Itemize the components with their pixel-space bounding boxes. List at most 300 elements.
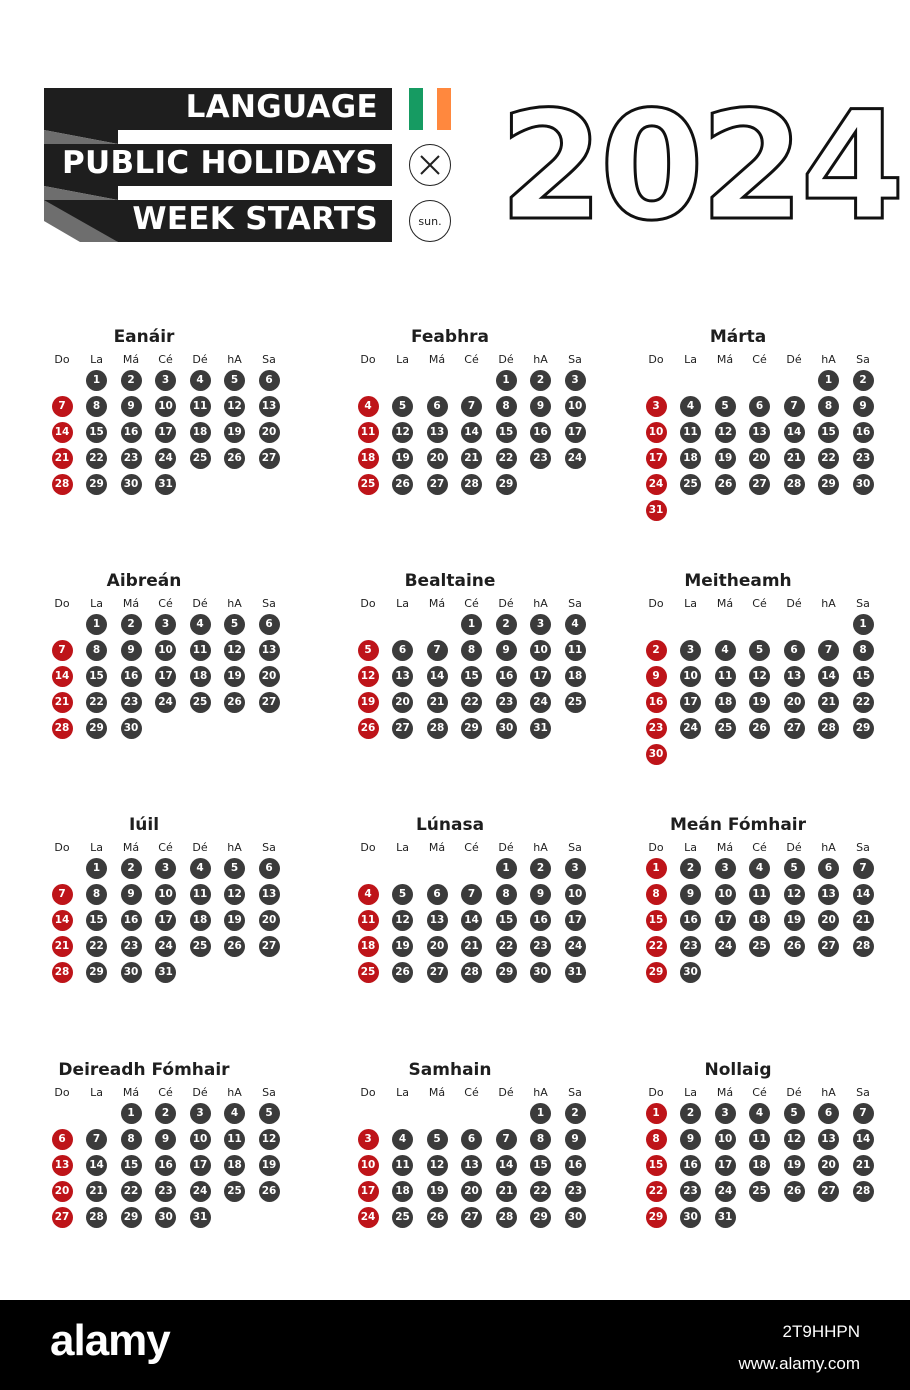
sunday-day-cell: 7: [52, 396, 73, 417]
day-cell: 23: [530, 936, 551, 957]
day-cell: 19: [715, 448, 736, 469]
day-cell: 24: [565, 936, 586, 957]
day-cell: 24: [155, 936, 176, 957]
month-title: Aibreán: [106, 571, 182, 591]
day-cell: 25: [392, 1207, 413, 1228]
weekday-label: hA: [821, 353, 836, 366]
day-cell: 21: [461, 936, 482, 957]
sunday-day-cell: 23: [646, 718, 667, 739]
day-cell: 28: [86, 1207, 107, 1228]
day-cell: 19: [224, 422, 245, 443]
day-cell: 16: [121, 910, 142, 931]
day-cell: 22: [86, 448, 107, 469]
weekday-label: Sa: [568, 597, 582, 610]
day-cell: 30: [121, 962, 142, 983]
weekday-label: Má: [716, 597, 734, 610]
day-cell: 29: [496, 962, 517, 983]
weekday-label: Dé: [192, 597, 208, 610]
sunday-day-cell: 22: [646, 936, 667, 957]
day-cell: 23: [496, 692, 517, 713]
day-cell: 29: [86, 962, 107, 983]
sunday-day-cell: 2: [646, 640, 667, 661]
month-title: Iúil: [128, 815, 160, 835]
day-cell: 15: [818, 422, 839, 443]
day-cell: 25: [224, 1181, 245, 1202]
day-cell: 24: [680, 718, 701, 739]
day-cell: 22: [86, 936, 107, 957]
sunday-day-cell: 8: [646, 1129, 667, 1150]
day-cell: 16: [530, 422, 551, 443]
day-cell: 9: [496, 640, 517, 661]
sunday-day-cell: 29: [646, 1207, 667, 1228]
sunday-day-cell: 3: [646, 396, 667, 417]
day-cell: 18: [190, 910, 211, 931]
day-cell: 5: [224, 858, 245, 879]
weekday-label: Má: [428, 353, 446, 366]
day-cell: 22: [853, 692, 874, 713]
weekday-label: Dé: [498, 597, 514, 610]
month-block: [330, 327, 583, 537]
site-url: www.alamy.com: [738, 1354, 860, 1373]
weekday-label: Má: [428, 597, 446, 610]
day-cell: 7: [853, 858, 874, 879]
weekday-label: Sa: [856, 841, 870, 854]
day-cell: 11: [224, 1129, 245, 1150]
day-cell: 27: [818, 1181, 839, 1202]
day-cell: 1: [86, 858, 107, 879]
day-cell: 16: [121, 422, 142, 443]
day-cell: 25: [749, 936, 770, 957]
weekday-label: Dé: [786, 597, 802, 610]
day-cell: 18: [392, 1181, 413, 1202]
day-cell: 7: [427, 640, 448, 661]
day-cell: 10: [155, 396, 176, 417]
day-cell: 20: [427, 448, 448, 469]
weekday-label: Do: [648, 597, 664, 610]
day-cell: 28: [784, 474, 805, 495]
day-cell: 23: [121, 936, 142, 957]
sunday-day-cell: 21: [52, 936, 73, 957]
weekday-label: Má: [122, 841, 140, 854]
day-cell: 13: [461, 1155, 482, 1176]
day-cell: 6: [818, 858, 839, 879]
weekday-label: hA: [533, 1086, 548, 1099]
weekday-label: Má: [428, 841, 446, 854]
day-cell: 22: [121, 1181, 142, 1202]
day-cell: 11: [565, 640, 586, 661]
weekday-label: La: [684, 353, 697, 366]
day-cell: 7: [496, 1129, 517, 1150]
day-cell: 3: [530, 614, 551, 635]
day-cell: 20: [259, 666, 280, 687]
flag-stripe: [423, 88, 437, 130]
day-cell: 22: [530, 1181, 551, 1202]
day-cell: 24: [715, 1181, 736, 1202]
day-cell: 8: [496, 396, 517, 417]
day-cell: 26: [392, 962, 413, 983]
day-cell: 11: [190, 884, 211, 905]
day-cell: 20: [427, 936, 448, 957]
sunday-day-cell: 4: [358, 396, 379, 417]
month-block: [618, 571, 871, 781]
day-cell: 12: [259, 1129, 280, 1150]
day-cell: 24: [155, 692, 176, 713]
day-cell: 27: [818, 936, 839, 957]
day-cell: 9: [121, 640, 142, 661]
alamy-logo: alamy: [50, 1316, 170, 1365]
sunday-day-cell: 12: [358, 666, 379, 687]
day-cell: 10: [190, 1129, 211, 1150]
weekday-label: La: [396, 1086, 409, 1099]
month-title: Bealtaine: [404, 571, 496, 591]
day-cell: 2: [496, 614, 517, 635]
day-cell: 13: [259, 884, 280, 905]
day-cell: 14: [853, 884, 874, 905]
day-cell: 16: [565, 1155, 586, 1176]
day-cell: 27: [259, 448, 280, 469]
day-cell: 29: [86, 474, 107, 495]
day-cell: 31: [530, 718, 551, 739]
day-cell: 3: [155, 370, 176, 391]
weekday-label: La: [684, 1086, 697, 1099]
day-cell: 28: [853, 936, 874, 957]
day-cell: 2: [121, 858, 142, 879]
day-cell: 12: [224, 396, 245, 417]
day-cell: 1: [853, 614, 874, 635]
day-cell: 3: [715, 1103, 736, 1124]
weekday-label: La: [90, 353, 103, 366]
day-cell: 1: [496, 370, 517, 391]
day-cell: 4: [565, 614, 586, 635]
day-cell: 26: [224, 448, 245, 469]
day-cell: 20: [461, 1181, 482, 1202]
day-cell: 19: [224, 910, 245, 931]
day-cell: 8: [121, 1129, 142, 1150]
day-cell: 4: [190, 858, 211, 879]
day-cell: 13: [427, 910, 448, 931]
day-cell: 20: [749, 448, 770, 469]
month-title: Márta: [709, 327, 767, 347]
day-cell: 17: [190, 1155, 211, 1176]
day-cell: 27: [259, 692, 280, 713]
day-cell: 17: [155, 422, 176, 443]
day-cell: 30: [680, 962, 701, 983]
weekday-label: La: [684, 841, 697, 854]
flag-stripe: [409, 88, 423, 130]
day-cell: 1: [121, 1103, 142, 1124]
day-cell: 19: [392, 448, 413, 469]
day-cell: 20: [392, 692, 413, 713]
sunday-day-cell: 31: [646, 500, 667, 521]
day-cell: 15: [496, 910, 517, 931]
day-cell: 14: [784, 422, 805, 443]
day-cell: 30: [530, 962, 551, 983]
day-cell: 25: [749, 1181, 770, 1202]
day-cell: 22: [461, 692, 482, 713]
day-cell: 15: [461, 666, 482, 687]
day-cell: 12: [392, 422, 413, 443]
day-cell: 10: [715, 1129, 736, 1150]
day-cell: 27: [259, 936, 280, 957]
day-cell: 8: [530, 1129, 551, 1150]
month-title: Meán Fómhair: [669, 815, 807, 835]
day-cell: 21: [427, 692, 448, 713]
day-cell: 14: [427, 666, 448, 687]
day-cell: 25: [715, 718, 736, 739]
sunday-day-cell: 6: [52, 1129, 73, 1150]
weekday-label: Dé: [192, 1086, 208, 1099]
day-cell: 17: [565, 910, 586, 931]
sunday-day-cell: 8: [646, 884, 667, 905]
day-cell: 4: [392, 1129, 413, 1150]
ireland-flag-icon: [409, 88, 451, 130]
day-cell: 21: [86, 1181, 107, 1202]
sunday-day-cell: 7: [52, 640, 73, 661]
day-cell: 21: [784, 448, 805, 469]
language-label: LANGUAGE: [185, 89, 378, 125]
weekday-label: Do: [360, 1086, 376, 1099]
day-cell: 5: [427, 1129, 448, 1150]
day-cell: 29: [86, 718, 107, 739]
day-cell: 14: [461, 910, 482, 931]
day-cell: 1: [86, 370, 107, 391]
weekday-label: hA: [533, 597, 548, 610]
day-cell: 8: [818, 396, 839, 417]
sunday-day-cell: 17: [358, 1181, 379, 1202]
day-cell: 10: [715, 884, 736, 905]
day-cell: 12: [224, 884, 245, 905]
day-cell: 13: [784, 666, 805, 687]
day-cell: 19: [224, 666, 245, 687]
day-cell: 15: [86, 910, 107, 931]
sunday-day-cell: 10: [646, 422, 667, 443]
month-block: [330, 571, 583, 781]
day-cell: 31: [190, 1207, 211, 1228]
day-cell: 3: [565, 858, 586, 879]
day-cell: 2: [155, 1103, 176, 1124]
day-cell: 15: [853, 666, 874, 687]
day-cell: 30: [496, 718, 517, 739]
weekday-label: Má: [716, 1086, 734, 1099]
day-cell: 5: [259, 1103, 280, 1124]
day-cell: 17: [530, 666, 551, 687]
day-cell: 26: [392, 474, 413, 495]
weekday-label: Cé: [752, 1086, 767, 1099]
day-cell: 24: [190, 1181, 211, 1202]
day-cell: 18: [749, 1155, 770, 1176]
day-cell: 13: [749, 422, 770, 443]
day-cell: 6: [259, 614, 280, 635]
weekday-label: Dé: [786, 1086, 802, 1099]
weekday-label: hA: [227, 1086, 242, 1099]
day-cell: 26: [427, 1207, 448, 1228]
sunday-day-cell: 27: [52, 1207, 73, 1228]
day-cell: 29: [121, 1207, 142, 1228]
month-title: Meitheamh: [684, 571, 792, 591]
day-cell: 16: [853, 422, 874, 443]
day-cell: 30: [155, 1207, 176, 1228]
day-cell: 9: [565, 1129, 586, 1150]
sunday-day-cell: 15: [646, 910, 667, 931]
day-cell: 30: [121, 474, 142, 495]
day-cell: 10: [680, 666, 701, 687]
day-cell: 4: [190, 614, 211, 635]
sunday-day-cell: 7: [52, 884, 73, 905]
day-cell: 2: [121, 370, 142, 391]
day-cell: 21: [818, 692, 839, 713]
flag-stripe: [437, 88, 451, 130]
day-cell: 9: [530, 884, 551, 905]
day-cell: 2: [121, 614, 142, 635]
month-block: [618, 1060, 871, 1270]
weekday-label: La: [684, 597, 697, 610]
day-cell: 30: [121, 718, 142, 739]
day-cell: 5: [749, 640, 770, 661]
day-cell: 15: [86, 422, 107, 443]
day-cell: 13: [259, 396, 280, 417]
month-block: [24, 815, 277, 1025]
sunday-day-cell: 28: [52, 962, 73, 983]
day-cell: 28: [461, 474, 482, 495]
weekday-label: Do: [648, 353, 664, 366]
day-cell: 3: [680, 640, 701, 661]
weekday-label: Dé: [192, 841, 208, 854]
weekday-label: Dé: [498, 1086, 514, 1099]
day-cell: 1: [530, 1103, 551, 1124]
day-cell: 9: [121, 884, 142, 905]
sunday-day-cell: 16: [646, 692, 667, 713]
day-cell: 16: [680, 910, 701, 931]
day-cell: 4: [715, 640, 736, 661]
day-cell: 6: [259, 370, 280, 391]
weekday-label: Sa: [856, 353, 870, 366]
weekday-label: Cé: [158, 597, 173, 610]
day-cell: 28: [853, 1181, 874, 1202]
month-title: Nollaig: [704, 1060, 772, 1080]
day-cell: 21: [853, 910, 874, 931]
day-cell: 18: [190, 666, 211, 687]
weekday-label: Do: [360, 597, 376, 610]
day-cell: 24: [565, 448, 586, 469]
day-cell: 21: [461, 448, 482, 469]
day-cell: 4: [749, 858, 770, 879]
day-cell: 14: [496, 1155, 517, 1176]
weekday-label: Sa: [262, 841, 276, 854]
day-cell: 17: [565, 422, 586, 443]
day-cell: 18: [749, 910, 770, 931]
day-cell: 6: [392, 640, 413, 661]
day-cell: 3: [155, 614, 176, 635]
day-cell: 27: [392, 718, 413, 739]
day-cell: 8: [86, 396, 107, 417]
day-cell: 13: [427, 422, 448, 443]
day-cell: 14: [818, 666, 839, 687]
sunday-day-cell: 25: [358, 474, 379, 495]
day-cell: 7: [784, 396, 805, 417]
weekday-label: Má: [122, 353, 140, 366]
day-cell: 8: [496, 884, 517, 905]
day-cell: 5: [224, 614, 245, 635]
week-start-day: sun.: [418, 214, 442, 228]
day-cell: 27: [427, 962, 448, 983]
weekday-label: Sa: [568, 1086, 582, 1099]
image-id: 2T9HHPN: [782, 1322, 860, 1341]
info-panel: [0, 0, 470, 260]
weekday-label: La: [396, 841, 409, 854]
weekday-label: hA: [533, 841, 548, 854]
day-cell: 30: [853, 474, 874, 495]
weekday-label: La: [396, 353, 409, 366]
weekday-label: Sa: [856, 1086, 870, 1099]
sunday-day-cell: 24: [358, 1207, 379, 1228]
day-cell: 1: [86, 614, 107, 635]
day-cell: 25: [190, 448, 211, 469]
day-cell: 26: [784, 1181, 805, 1202]
weekday-label: Sa: [262, 1086, 276, 1099]
weekday-label: Do: [54, 353, 70, 366]
day-cell: 17: [680, 692, 701, 713]
weekday-label: Dé: [786, 353, 802, 366]
weekday-label: Do: [54, 597, 70, 610]
weekday-label: La: [90, 1086, 103, 1099]
day-cell: 7: [818, 640, 839, 661]
weekday-label: Cé: [464, 1086, 479, 1099]
sunday-day-cell: 28: [52, 718, 73, 739]
day-cell: 10: [565, 396, 586, 417]
weekday-label: Má: [122, 597, 140, 610]
weekday-label: Sa: [262, 597, 276, 610]
day-cell: 2: [680, 858, 701, 879]
day-cell: 20: [259, 910, 280, 931]
weekday-label: Do: [54, 841, 70, 854]
day-cell: 8: [461, 640, 482, 661]
day-cell: 5: [392, 396, 413, 417]
day-cell: 18: [190, 422, 211, 443]
day-cell: 28: [818, 718, 839, 739]
sunday-day-cell: 20: [52, 1181, 73, 1202]
month-block: [618, 815, 871, 1025]
weekday-label: Má: [428, 1086, 446, 1099]
day-cell: 30: [565, 1207, 586, 1228]
footer-bar: [0, 1300, 910, 1390]
weekday-label: Dé: [786, 841, 802, 854]
day-cell: 6: [427, 396, 448, 417]
day-cell: 11: [190, 396, 211, 417]
day-cell: 7: [461, 396, 482, 417]
day-cell: 6: [818, 1103, 839, 1124]
weekday-label: hA: [227, 597, 242, 610]
weekday-label: La: [90, 841, 103, 854]
day-cell: 3: [565, 370, 586, 391]
sunday-day-cell: 30: [646, 744, 667, 765]
day-cell: 26: [259, 1181, 280, 1202]
day-cell: 19: [784, 910, 805, 931]
weekday-label: hA: [821, 841, 836, 854]
sunday-day-cell: 29: [646, 962, 667, 983]
month-block: [24, 327, 277, 537]
day-cell: 6: [259, 858, 280, 879]
day-cell: 30: [680, 1207, 701, 1228]
day-cell: 9: [155, 1129, 176, 1150]
day-cell: 17: [715, 910, 736, 931]
day-cell: 5: [224, 370, 245, 391]
day-cell: 8: [853, 640, 874, 661]
weekday-label: Do: [54, 1086, 70, 1099]
day-cell: 29: [530, 1207, 551, 1228]
day-cell: 23: [155, 1181, 176, 1202]
weekday-label: Do: [360, 353, 376, 366]
day-cell: 8: [86, 884, 107, 905]
